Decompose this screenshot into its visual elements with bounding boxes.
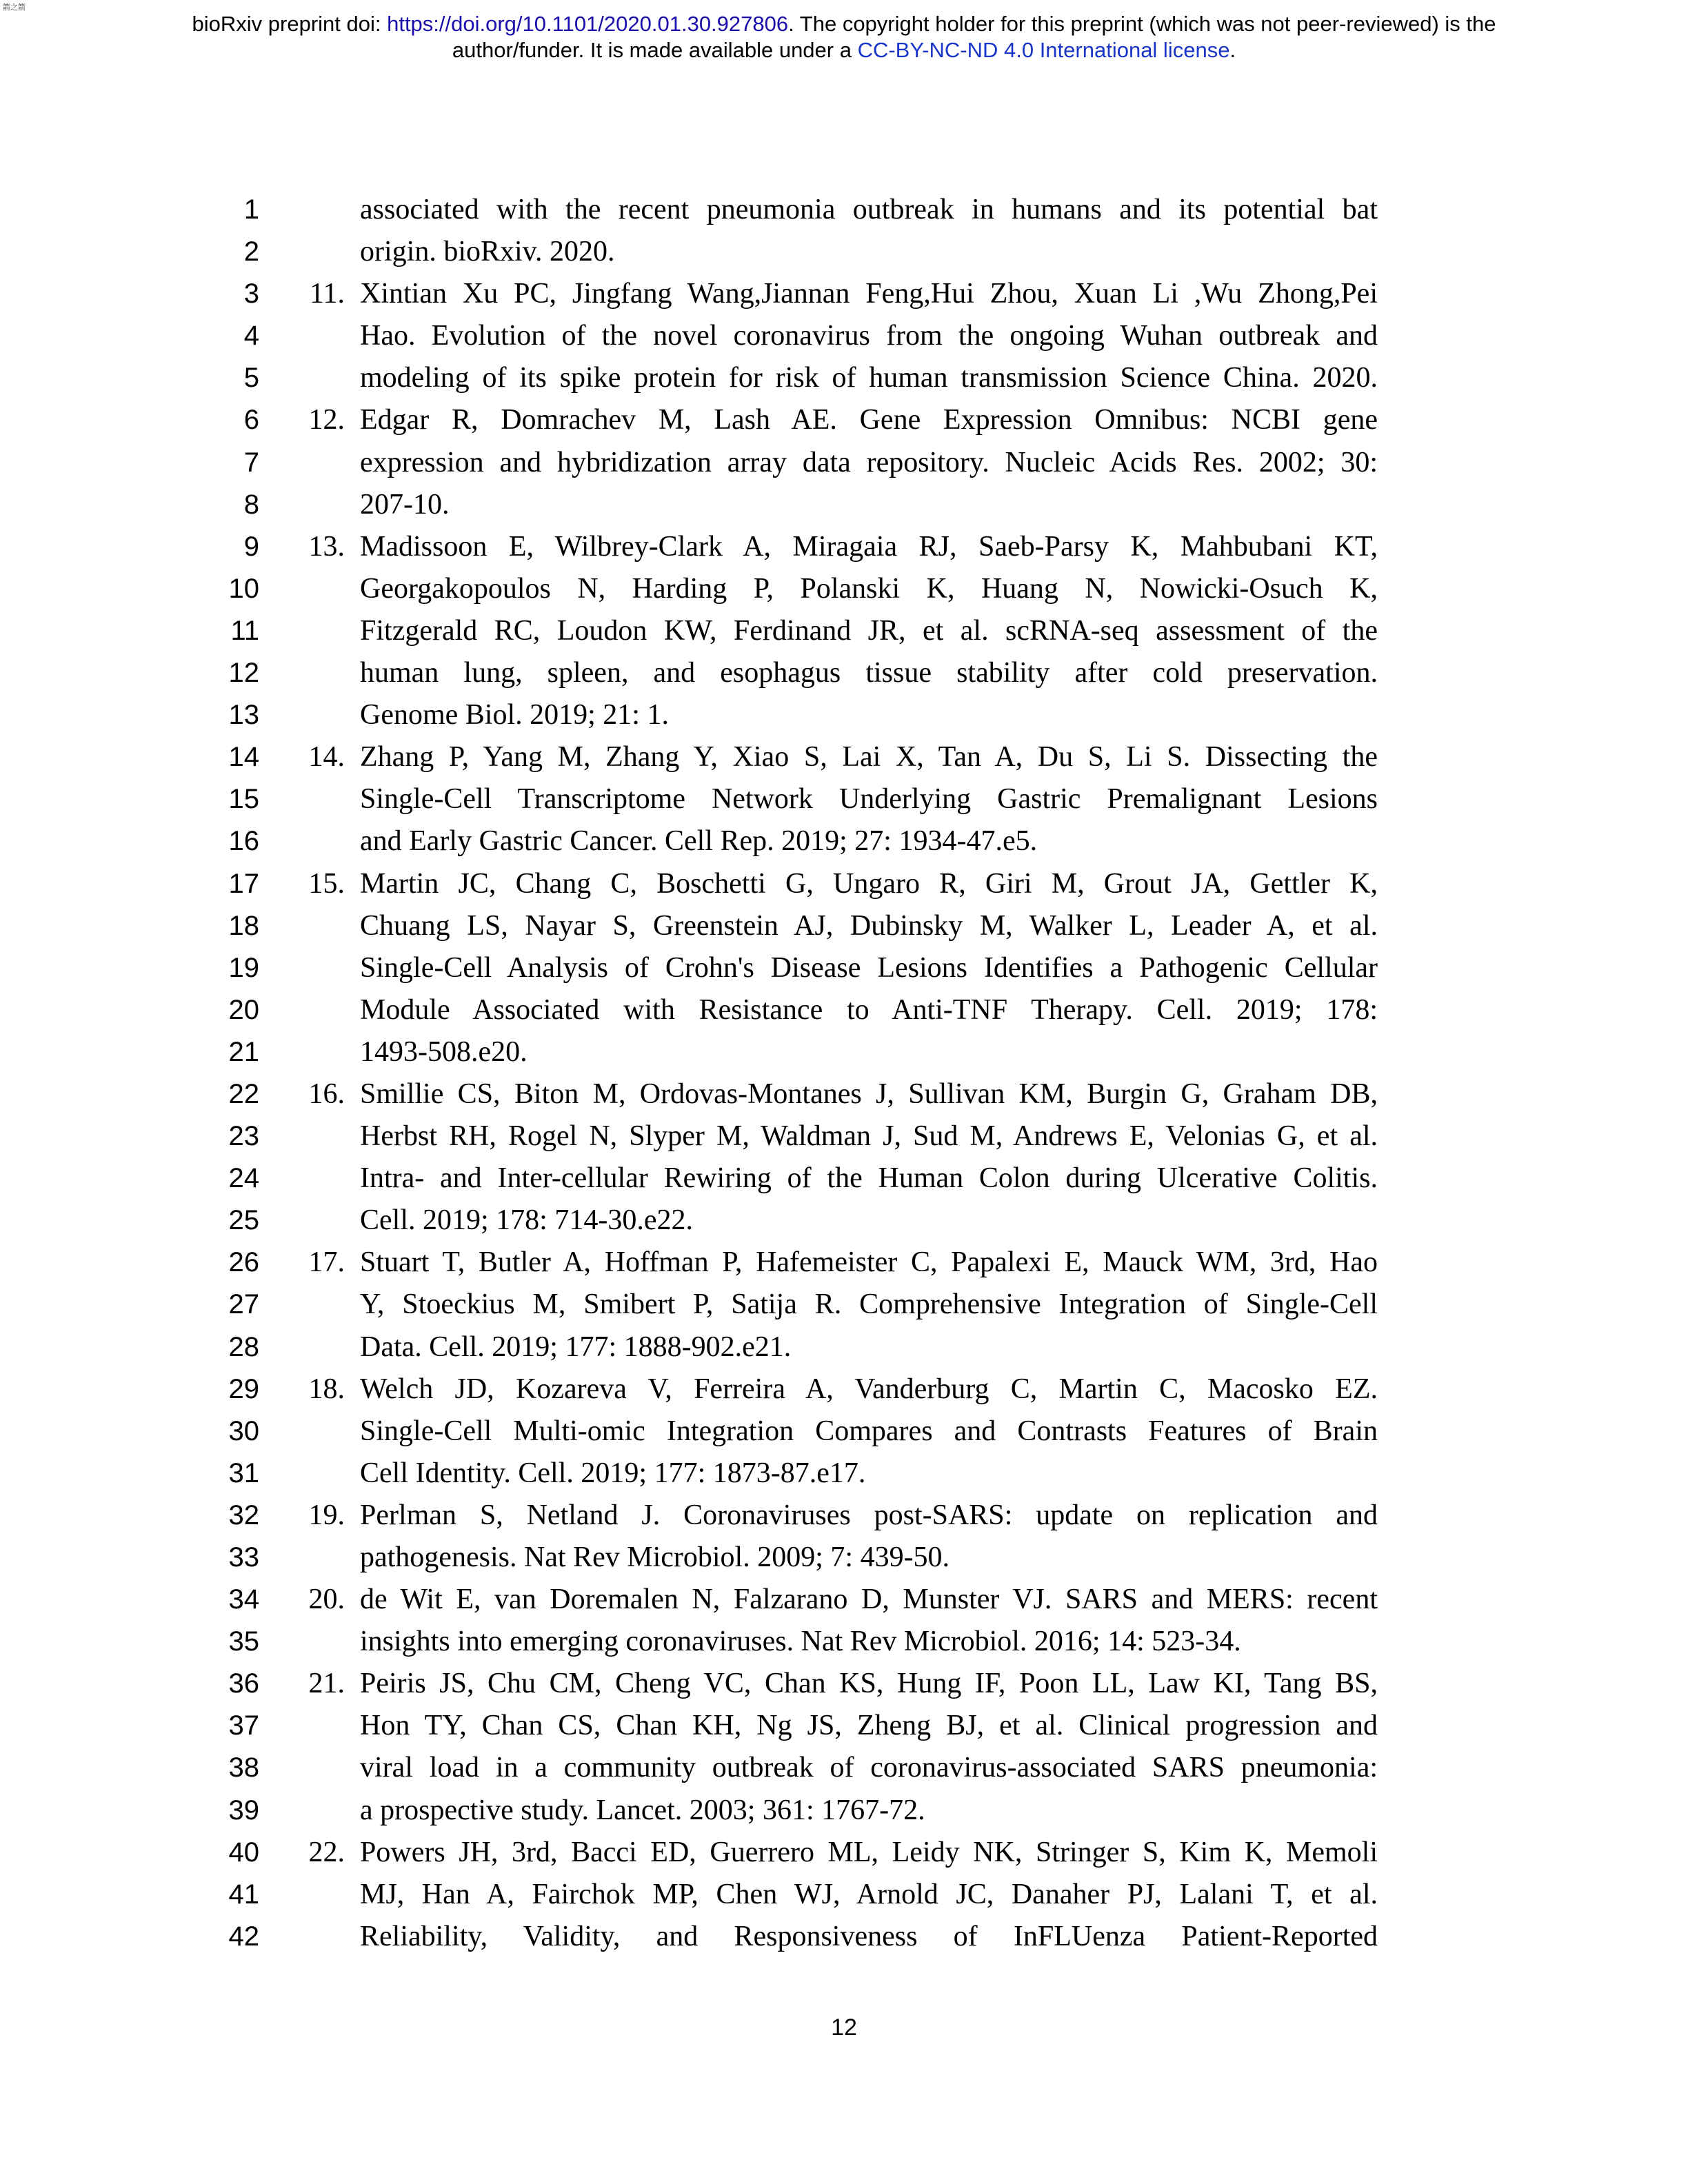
line-number: 42 [228, 1921, 259, 1952]
line-number: 20 [228, 994, 259, 1025]
line-number: 38 [228, 1752, 259, 1783]
reference-text: Cell Identity. Cell. 2019; 177: 1873-87.e17. [360, 1457, 866, 1489]
reference-text: Georgakopoulos N, Harding P, Polanski K, Huang N, Nowicki-Osuch K, [360, 572, 1378, 605]
reference-number: 18. [308, 1373, 345, 1405]
line-number: 24 [228, 1163, 259, 1194]
manuscript-line [0, 1705, 1688, 1747]
manuscript-line [0, 1495, 1688, 1537]
reference-text: and Early Gastric Cancer. Cell Rep. 2019; 27: 1934-47.e5. [360, 825, 1038, 858]
manuscript-line [0, 231, 1688, 273]
manuscript-line [0, 989, 1688, 1031]
line-number: 33 [228, 1542, 259, 1573]
manuscript-line [0, 1874, 1688, 1916]
line-number: 6 [243, 405, 259, 436]
reference-text: Powers JH, 3rd, Bacci ED, Guerrero ML, Leidy NK, Stringer S, Kim K, Memoli [360, 1836, 1378, 1868]
reference-text: Chuang LS, Nayar S, Greenstein AJ, Dubinsky M, Walker L, Leader A, et al. [360, 909, 1378, 942]
header-prefix: bioRxiv preprint doi: [192, 12, 388, 36]
reference-number: 15. [308, 867, 345, 900]
reference-text: origin. bioRxiv. 2020. [360, 236, 615, 268]
manuscript-line [0, 820, 1688, 862]
reference-number: 16. [308, 1078, 345, 1110]
license-link[interactable]: CC-BY-NC-ND 4.0 International license [857, 38, 1230, 62]
line-number: 12 [228, 658, 259, 689]
line-number: 22 [228, 1078, 259, 1109]
reference-text: Fitzgerald RC, Loudon KW, Ferdinand JR, et al. scRNA-seq assessment of the [360, 614, 1378, 647]
manuscript-line [0, 1832, 1688, 1874]
line-number: 11 [230, 615, 259, 646]
manuscript-line [0, 1368, 1688, 1410]
reference-text: Single-Cell Transcriptome Network Underlying Gastric Premalignant Lesions [360, 783, 1378, 816]
line-number: 18 [228, 910, 259, 941]
line-number: 28 [228, 1331, 259, 1362]
manuscript-line [0, 736, 1688, 778]
manuscript-line [0, 399, 1688, 441]
reference-text: Smillie CS, Biton M, Ordovas-Montanes J, Sullivan KM, Burgin G, Graham DB, [360, 1078, 1378, 1110]
reference-text: Y, Stoeckius M, Smibert P, Satija R. Comprehensive Integration of Single-Cell [360, 1288, 1378, 1321]
reference-text: insights into emerging coronaviruses. Nat Rev Microbiol. 2016; 14: 523-34. [360, 1626, 1241, 1658]
manuscript-line [0, 947, 1688, 989]
line-number: 29 [228, 1373, 259, 1404]
manuscript-line [0, 1242, 1688, 1284]
reference-text: Edgar R, Domrachev M, Lash AE. Gene Expression Omnibus: NCBI gene [360, 404, 1378, 436]
manuscript-line [0, 1916, 1688, 1958]
line-number: 34 [228, 1584, 259, 1615]
reference-text: Perlman S, Netland J. Coronaviruses post-SARS: update on replication and [360, 1499, 1378, 1531]
line-number: 31 [228, 1457, 259, 1488]
reference-text: Single-Cell Multi-omic Integration Compares and Contrasts Features of Brain [360, 1415, 1378, 1447]
manuscript-line [0, 442, 1688, 484]
manuscript-line [0, 273, 1688, 315]
line-number: 30 [228, 1415, 259, 1446]
manuscript-line [0, 610, 1688, 652]
header-line-1 [0, 11, 1688, 37]
reference-text: Hon TY, Chan CS, Chan KH, Ng JS, Zheng BJ, et al. Clinical progression and [360, 1710, 1378, 1742]
line-number: 10 [228, 573, 259, 604]
reference-number: 21. [308, 1668, 345, 1700]
reference-number: 14. [308, 741, 345, 774]
line-number: 40 [228, 1837, 259, 1868]
reference-text: Martin JC, Chang C, Boschetti G, Ungaro R, Giri M, Grout JA, Gettler K, [360, 867, 1378, 900]
line-number: 9 [243, 531, 259, 562]
manuscript-line [0, 1157, 1688, 1200]
manuscript-line [0, 315, 1688, 357]
reference-text: Xintian Xu PC, Jingfang Wang,Jiannan Feng,Hui Zhou, Xuan Li ,Wu Zhong,Pei [360, 278, 1378, 310]
reference-text: Intra- and Inter-cellular Rewiring of the Human Colon during Ulcerative Colitis. [360, 1162, 1378, 1195]
reference-number: 19. [308, 1499, 345, 1531]
manuscript-line [0, 905, 1688, 947]
reference-text: Madissoon E, Wilbrey-Clark A, Miragaia RJ, Saeb-Parsy K, Mahbubani KT, [360, 530, 1378, 563]
line-number: 3 [243, 279, 259, 310]
line-number: 19 [228, 952, 259, 983]
manuscript-line [0, 652, 1688, 694]
line-number: 5 [243, 363, 259, 394]
manuscript-line [0, 1410, 1688, 1453]
reference-text: de Wit E, van Doremalen N, Falzarano D, Munster VJ. SARS and MERS: recent [360, 1584, 1378, 1616]
reference-text: Herbst RH, Rogel N, Slyper M, Waldman J, Sud M, Andrews E, Velonias G, et al. [360, 1120, 1378, 1153]
reference-text: 207-10. [360, 488, 450, 520]
line-number: 16 [228, 826, 259, 857]
line-number: 7 [243, 447, 259, 478]
manuscript-line [0, 1031, 1688, 1073]
line-number: 2 [243, 236, 259, 267]
line-number: 14 [228, 742, 259, 773]
reference-number: 17. [308, 1246, 345, 1279]
manuscript-line [0, 1453, 1688, 1495]
reference-text: Module Associated with Resistance to Anti-TNF Therapy. Cell. 2019; 178: [360, 993, 1378, 1026]
doi-link[interactable]: https://doi.org/10.1101/2020.01.30.927806 [387, 12, 789, 36]
reference-text: 1493-508.e20. [360, 1035, 528, 1068]
reference-text: viral load in a community outbreak of coronavirus-associated SARS pneumonia: [360, 1752, 1378, 1784]
header-line-2 [0, 37, 1688, 63]
manuscript-line [0, 484, 1688, 526]
manuscript-line [0, 694, 1688, 736]
manuscript-line [0, 1663, 1688, 1705]
reference-text: Single-Cell Analysis of Crohn's Disease Lesions Identifies a Pathogenic Cellular [360, 951, 1378, 984]
line-number: 27 [228, 1289, 259, 1320]
header-line2-suffix: . [1229, 38, 1236, 62]
reference-number: 12. [308, 404, 345, 436]
line-number: 15 [228, 784, 259, 815]
reference-text: Hao. Evolution of the novel coronavirus from the ongoing Wuhan outbreak and [360, 320, 1378, 352]
reference-text: modeling of its spike protein for risk of human transmission Science China. 2020. [360, 362, 1378, 394]
line-number: 37 [228, 1710, 259, 1741]
manuscript-line [0, 357, 1688, 399]
preprint-header [0, 11, 1688, 63]
manuscript-line [0, 1326, 1688, 1368]
manuscript-line [0, 526, 1688, 568]
reference-text: human lung, spleen, and esophagus tissue stability after cold preservation. [360, 657, 1378, 689]
reference-text: Peiris JS, Chu CM, Cheng VC, Chan KS, Hung IF, Poon LL, Law KI, Tang BS, [360, 1668, 1378, 1700]
reference-text: associated with the recent pneumonia outbreak in humans and its potential bat [360, 194, 1378, 225]
manuscript-line [0, 1537, 1688, 1579]
manuscript-line [0, 568, 1688, 610]
line-number: 23 [228, 1121, 259, 1152]
reference-text: Stuart T, Butler A, Hoffman P, Hafemeister C, Papalexi E, Mauck WM, 3rd, Hao [360, 1246, 1378, 1279]
manuscript-line [0, 778, 1688, 820]
line-number: 25 [228, 1205, 259, 1236]
manuscript-line [0, 1284, 1688, 1326]
reference-text: MJ, Han A, Fairchok MP, Chen WJ, Arnold JC, Danaher PJ, Lalani T, et al. [360, 1878, 1378, 1910]
line-number: 26 [228, 1247, 259, 1278]
header-line2-prefix: author/funder. It is made available under a [452, 38, 858, 62]
reference-text: Reliability, Validity, and Responsiveness of InFLUenza Patient-Reported [360, 1920, 1378, 1952]
manuscript-line [0, 1621, 1688, 1663]
reference-list [0, 189, 1688, 1958]
line-number: 35 [228, 1626, 259, 1657]
reference-text: Data. Cell. 2019; 177: 1888-902.e21. [360, 1331, 792, 1363]
manuscript-line [0, 1200, 1688, 1242]
reference-text: Genome Biol. 2019; 21: 1. [360, 699, 669, 731]
line-number: 32 [228, 1499, 259, 1530]
header-copyright-text: . The copyright holder for this preprint (which was not peer-reviewed) is the [788, 12, 1496, 36]
page-number: 12 [831, 2014, 857, 2041]
reference-number: 22. [308, 1836, 345, 1868]
manuscript-line [0, 1073, 1688, 1115]
manuscript-line [0, 1747, 1688, 1789]
reference-text: a prospective study. Lancet. 2003; 361: 1767-72. [360, 1794, 925, 1826]
reference-text: Welch JD, Kozareva V, Ferreira A, Vanderburg C, Martin C, Macosko EZ. [360, 1373, 1378, 1405]
manuscript-line [0, 189, 1688, 231]
line-number: 41 [228, 1879, 259, 1910]
manuscript-line [0, 1115, 1688, 1157]
line-number: 17 [228, 868, 259, 899]
manuscript-line [0, 1790, 1688, 1832]
line-number: 8 [243, 489, 259, 520]
reference-text: pathogenesis. Nat Rev Microbiol. 2009; 7: 439-50. [360, 1541, 950, 1573]
reference-text: expression and hybridization array data repository. Nucleic Acids Res. 2002; 30: [360, 446, 1378, 478]
line-number: 39 [228, 1794, 259, 1826]
line-number: 1 [243, 194, 259, 225]
manuscript-line [0, 863, 1688, 905]
reference-text: Cell. 2019; 178: 714-30.e22. [360, 1204, 693, 1237]
line-number: 21 [228, 1036, 259, 1067]
manuscript-line [0, 1579, 1688, 1621]
line-number: 36 [228, 1668, 259, 1699]
reference-text: Zhang P, Yang M, Zhang Y, Xiao S, Lai X, Tan A, Du S, Li S. Dissecting the [360, 741, 1378, 774]
reference-number: 11. [310, 278, 345, 310]
line-number: 4 [243, 321, 259, 352]
reference-number: 13. [308, 530, 345, 563]
corner-mark: 箭之箭 [3, 3, 26, 12]
reference-number: 20. [308, 1584, 345, 1616]
line-number: 13 [228, 700, 259, 731]
